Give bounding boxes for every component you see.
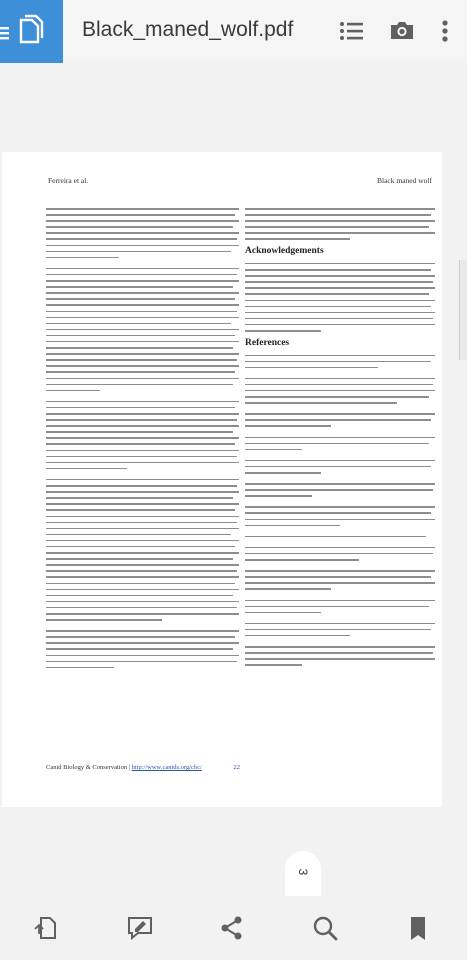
screenshot-button[interactable]	[387, 16, 417, 46]
share-button[interactable]	[217, 913, 247, 943]
list-icon	[336, 16, 366, 46]
page-footer	[46, 764, 240, 771]
files-menu-button[interactable]	[0, 0, 63, 63]
camera-icon	[387, 16, 417, 46]
top-app-bar	[0, 0, 467, 63]
file-copy-icon	[0, 0, 63, 63]
bookmark-button[interactable]	[403, 913, 433, 943]
rotate-page-icon	[32, 913, 62, 943]
comment-button[interactable]	[125, 913, 155, 943]
outline-button[interactable]	[336, 16, 366, 46]
more-vert-icon	[430, 16, 460, 46]
acknowledgements-heading: Acknowledgements	[245, 245, 324, 256]
page-number: 3	[296, 868, 310, 876]
search-button[interactable]	[310, 913, 340, 943]
bottom-toolbar	[0, 896, 467, 960]
share-icon	[217, 913, 247, 943]
search-icon	[310, 913, 340, 943]
more-options-button[interactable]	[430, 16, 460, 46]
running-head-left: Ferreira et al.	[48, 176, 89, 185]
footer-link[interactable]: http://www.canids.org/cbc/	[131, 764, 202, 771]
running-head-right: Black maned wolf	[377, 176, 432, 185]
footer-journal: Canid Biology & Conservation |	[46, 764, 130, 771]
page-indicator[interactable]	[285, 851, 321, 901]
page-layout-button[interactable]	[32, 913, 62, 943]
comment-icon	[125, 913, 155, 943]
bookmark-icon	[403, 913, 433, 943]
pdf-page[interactable]	[2, 152, 442, 807]
text-column-right	[245, 208, 435, 670]
references-heading: References	[245, 337, 290, 348]
scroll-handle[interactable]	[459, 260, 467, 360]
document-title: Black_maned_wolf.pdf	[82, 18, 294, 41]
text-column-left	[46, 208, 239, 673]
footer-page-number: 22	[233, 764, 240, 771]
